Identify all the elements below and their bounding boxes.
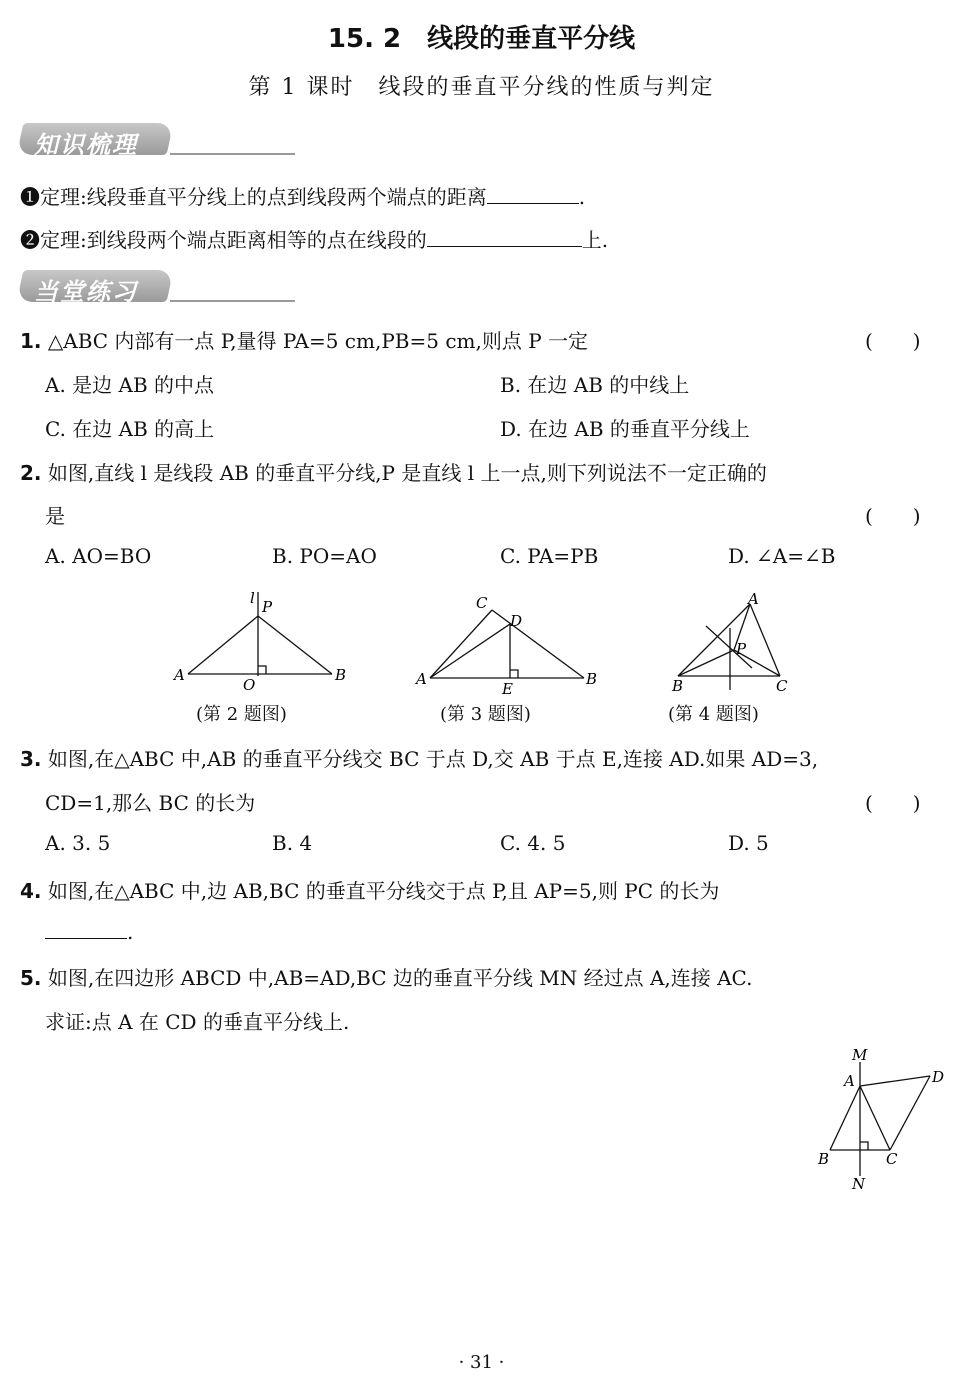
- question-number: 3.: [20, 747, 42, 771]
- option-c[interactable]: C. 4. 5: [500, 831, 566, 855]
- question-text: 如图,在△ABC 中,边 AB,BC 的垂直平分线交于点 P,且 AP=5,则 PC 的长为: [47, 879, 720, 903]
- label-a: A: [748, 590, 759, 608]
- option-b[interactable]: B. 在边 AB 的中线上: [500, 373, 690, 397]
- punct: .: [578, 185, 586, 209]
- section-rule: [170, 153, 295, 155]
- option-c[interactable]: C. 在边 AB 的高上: [45, 417, 215, 441]
- segment-ab: [830, 1086, 860, 1150]
- label-a: A: [844, 1072, 855, 1090]
- segment-bp: [678, 650, 734, 676]
- label-b: B: [818, 1150, 830, 1168]
- segment-ac: [430, 610, 492, 678]
- answer-parentheses[interactable]: ( ): [865, 791, 921, 815]
- label-b: B: [672, 677, 684, 695]
- segment-ac: [750, 604, 780, 676]
- label-e: E: [502, 680, 513, 697]
- label-d: D: [510, 612, 523, 630]
- label-b: B: [335, 666, 347, 684]
- section-label: 知识梳理: [34, 131, 138, 159]
- segment-ac: [860, 1086, 890, 1150]
- option-d[interactable]: D. ∠A=∠B: [728, 544, 836, 568]
- label-a: A: [416, 670, 427, 688]
- right-angle-mark: [860, 1142, 868, 1150]
- option-c[interactable]: C. PA=PB: [500, 544, 599, 568]
- question-1: [20, 325, 588, 354]
- option-d[interactable]: D. 5: [728, 831, 769, 855]
- knowledge-text: 定理:线段垂直平分线上的点到线段两个端点的距离: [40, 185, 487, 209]
- figure-2-caption: (第 2 题图): [196, 704, 287, 725]
- option-a[interactable]: A. 是边 AB 的中点: [45, 373, 215, 397]
- right-angle-mark: [258, 666, 266, 674]
- label-c: C: [476, 594, 488, 612]
- question-4-answer: [45, 918, 133, 944]
- marker: ❶: [20, 185, 40, 209]
- option-a[interactable]: A. 3. 5: [45, 831, 111, 855]
- label-n: N: [852, 1175, 866, 1193]
- question-5: [20, 962, 753, 991]
- lesson-subtitle: 第 1 课时 线段的垂直平分线的性质与判定: [248, 75, 715, 100]
- page-title: 15. 2 线段的垂直平分线: [327, 24, 636, 54]
- label-p: P: [736, 640, 747, 658]
- segment-ad: [860, 1076, 930, 1086]
- question-number: 4.: [20, 879, 42, 903]
- knowledge-point-1: [20, 181, 585, 210]
- figure-4-caption: (第 4 题图): [668, 704, 759, 725]
- segment-dc: [890, 1076, 930, 1150]
- option-b[interactable]: B. PO=AO: [272, 544, 377, 568]
- question-text-cont: CD=1,那么 BC 的长为: [45, 791, 256, 815]
- answer-blank[interactable]: [487, 183, 579, 204]
- answer-parentheses[interactable]: ( ): [865, 504, 921, 528]
- option-b[interactable]: B. 4: [272, 831, 313, 855]
- section-header-knowledge: [20, 123, 295, 157]
- question-2: [20, 457, 767, 486]
- right-angle-mark: [510, 670, 518, 678]
- answer-blank[interactable]: [45, 918, 127, 939]
- question-text-cont: 求证:点 A 在 CD 的垂直平分线上.: [45, 1010, 350, 1034]
- question-text-cont: 是: [45, 504, 65, 528]
- answer-parentheses[interactable]: ( ): [865, 329, 921, 353]
- question-number: 5.: [20, 966, 42, 990]
- punct: .: [127, 920, 134, 944]
- section-label: 当堂练习: [34, 278, 138, 306]
- section-header-practice: [20, 270, 295, 304]
- answer-blank[interactable]: [427, 226, 582, 247]
- label-p: P: [262, 598, 273, 616]
- question-text: △ABC 内部有一点 P,量得 PA=5 cm,PB=5 cm,则点 P 一定: [47, 329, 589, 353]
- label-l: l: [250, 589, 255, 607]
- question-3: [20, 743, 818, 772]
- label-d: D: [932, 1068, 945, 1086]
- segment-cb: [492, 610, 584, 678]
- section-rule: [170, 300, 295, 302]
- option-d[interactable]: D. 在边 AB 的垂直平分线上: [500, 417, 750, 441]
- marker: ❷: [20, 228, 40, 252]
- question-text: 如图,在△ABC 中,AB 的垂直平分线交 BC 于点 D,交 AB 于点 E,连接 AD.如果 AD=3,: [47, 747, 819, 771]
- label-c: C: [776, 677, 788, 695]
- label-b: B: [586, 670, 598, 688]
- option-a[interactable]: A. AO=BO: [45, 544, 152, 568]
- segment-pa: [188, 616, 258, 674]
- knowledge-text: 定理:到线段两个端点距离相等的点在线段的: [40, 228, 427, 252]
- question-4: [20, 875, 719, 904]
- label-a: A: [174, 666, 185, 684]
- question-number: 2.: [20, 461, 42, 485]
- figure-5: [812, 1044, 952, 1194]
- question-text: 如图,直线 l 是线段 AB 的垂直平分线,P 是直线 l 上一点,则下列说法不一定正确的: [47, 461, 767, 485]
- segment-ad: [430, 624, 510, 678]
- label-m: M: [852, 1046, 868, 1064]
- segment-pb: [258, 616, 332, 674]
- label-c: C: [886, 1150, 898, 1168]
- figure-3-caption: (第 3 题图): [440, 704, 531, 725]
- figure-3: [412, 592, 602, 697]
- page-number: · 31 ·: [458, 1352, 505, 1373]
- figure-2: [170, 588, 350, 693]
- question-number: 1.: [20, 329, 42, 353]
- knowledge-point-2: [20, 224, 608, 253]
- punct: 上.: [581, 228, 609, 252]
- label-o: O: [243, 676, 256, 693]
- question-text: 如图,在四边形 ABCD 中,AB=AD,BC 边的垂直平分线 MN 经过点 A,连接 AC.: [47, 966, 753, 990]
- figure-4: [668, 588, 798, 698]
